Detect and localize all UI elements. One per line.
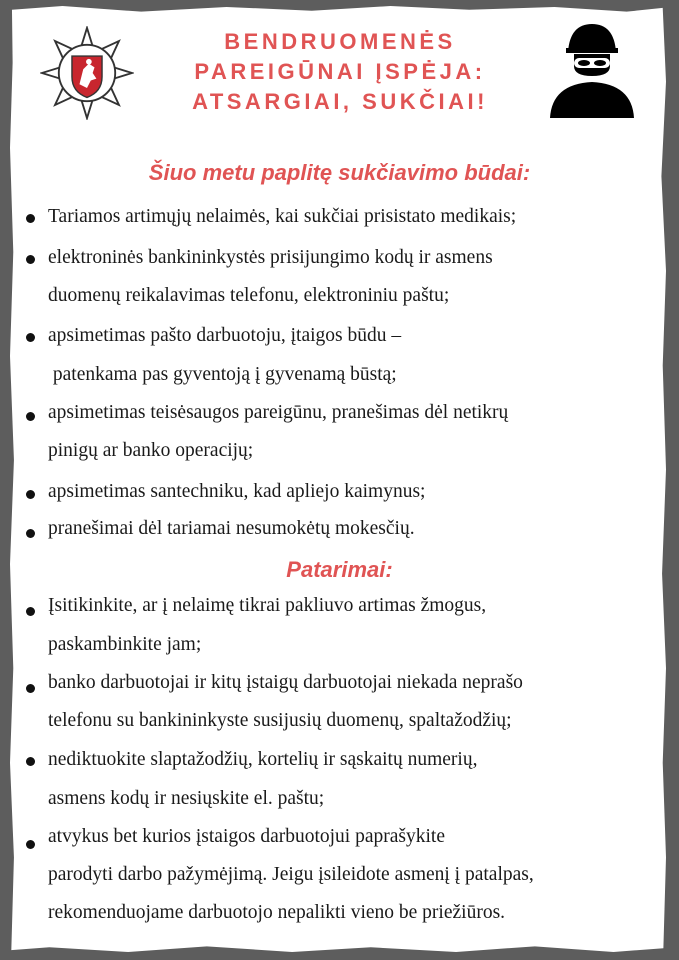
- fraud-item-2-line-2: duomenų reikalavimas telefonu, elektroniniu paštu;: [48, 285, 450, 306]
- bullet-icon: [26, 529, 35, 538]
- fraud-item-2-line-1: elektroninės bankininkystės prisijungimo kodų ir asmens: [48, 247, 493, 268]
- fraud-item-3-line-1: apsimetimas pašto darbuotoju, įtaigos būdu –: [48, 325, 402, 346]
- advice-item-1-line-2: paskambinkite jam;: [48, 634, 202, 655]
- poster-paper: [10, 6, 666, 952]
- bullet-icon: [26, 214, 35, 223]
- title-line-2: PAREIGŪNAI ĮSPĖJA:: [194, 59, 486, 84]
- advice-heading: Patarimai:: [286, 557, 393, 582]
- poster-title: [150, 27, 530, 117]
- fraud-item-5-line-1: apsimetimas santechniku, kad apliejo kaimynus;: [48, 481, 426, 502]
- fraud-methods-heading: Šiuo metu paplitę sukčiavimo būdai:: [148, 160, 531, 185]
- fraud-item-4-line-2: pinigų ar banko operacijų;: [48, 440, 254, 461]
- title-line-1: BENDRUOMENĖS: [224, 29, 456, 54]
- advice-item-3-line-2: asmens kodų ir nesiųskite el. paštu;: [48, 788, 325, 809]
- advice-item-4-line-3: rekomenduojame darbuotojo nepalikti vieno be priežiūros.: [48, 902, 506, 923]
- bullet-icon: [26, 333, 35, 342]
- title-line-3: ATSARGIAI, SUKČIAI!: [192, 89, 488, 114]
- bullet-icon: [26, 255, 35, 264]
- fraud-item-4-line-1: apsimetimas teisėsaugos pareigūnu, pranešimas dėl netikrų: [48, 402, 509, 423]
- advice-item-1-line-1: Įsitikinkite, ar į nelaimę tikrai pakliuvo artimas žmogus,: [48, 595, 487, 616]
- advice-item-2-line-1: banko darbuotojai ir kitų įstaigų darbuotojai niekada neprašo: [48, 672, 523, 693]
- bullet-icon: [26, 607, 35, 616]
- advice-item-4-line-1: atvykus bet kurios įstaigos darbuotojui paprašykite: [48, 826, 445, 847]
- advice-item-3-line-1: nediktuokite slaptažodžių, kortelių ir sąskaitų numerių,: [48, 749, 478, 770]
- bullet-icon: [26, 490, 35, 499]
- bullet-icon: [26, 757, 35, 766]
- fraud-item-1-line-1: Tariamos artimųjų nelaimės, kai sukčiai prisistato medikais;: [48, 206, 517, 227]
- fraud-item-6-line-1: pranešimai dėl tariamai nesumokėtų mokesčių.: [48, 518, 415, 539]
- advice-item-4-line-2: parodyti darbo pažymėjimą. Jeigu įsileidote asmenį į patalpas,: [48, 864, 534, 885]
- bullet-icon: [26, 684, 35, 693]
- fraud-item-3-line-2: patenkama pas gyventoją į gyvenamą būstą;: [48, 364, 397, 385]
- police-star-badge-icon: [40, 26, 134, 120]
- bullet-icon: [26, 412, 35, 421]
- advice-item-2-line-2: telefonu su bankininkyste susijusių duomenų, spaltažodžių;: [48, 710, 512, 731]
- bullet-icon: [26, 840, 35, 849]
- masked-thief-icon: [546, 18, 638, 118]
